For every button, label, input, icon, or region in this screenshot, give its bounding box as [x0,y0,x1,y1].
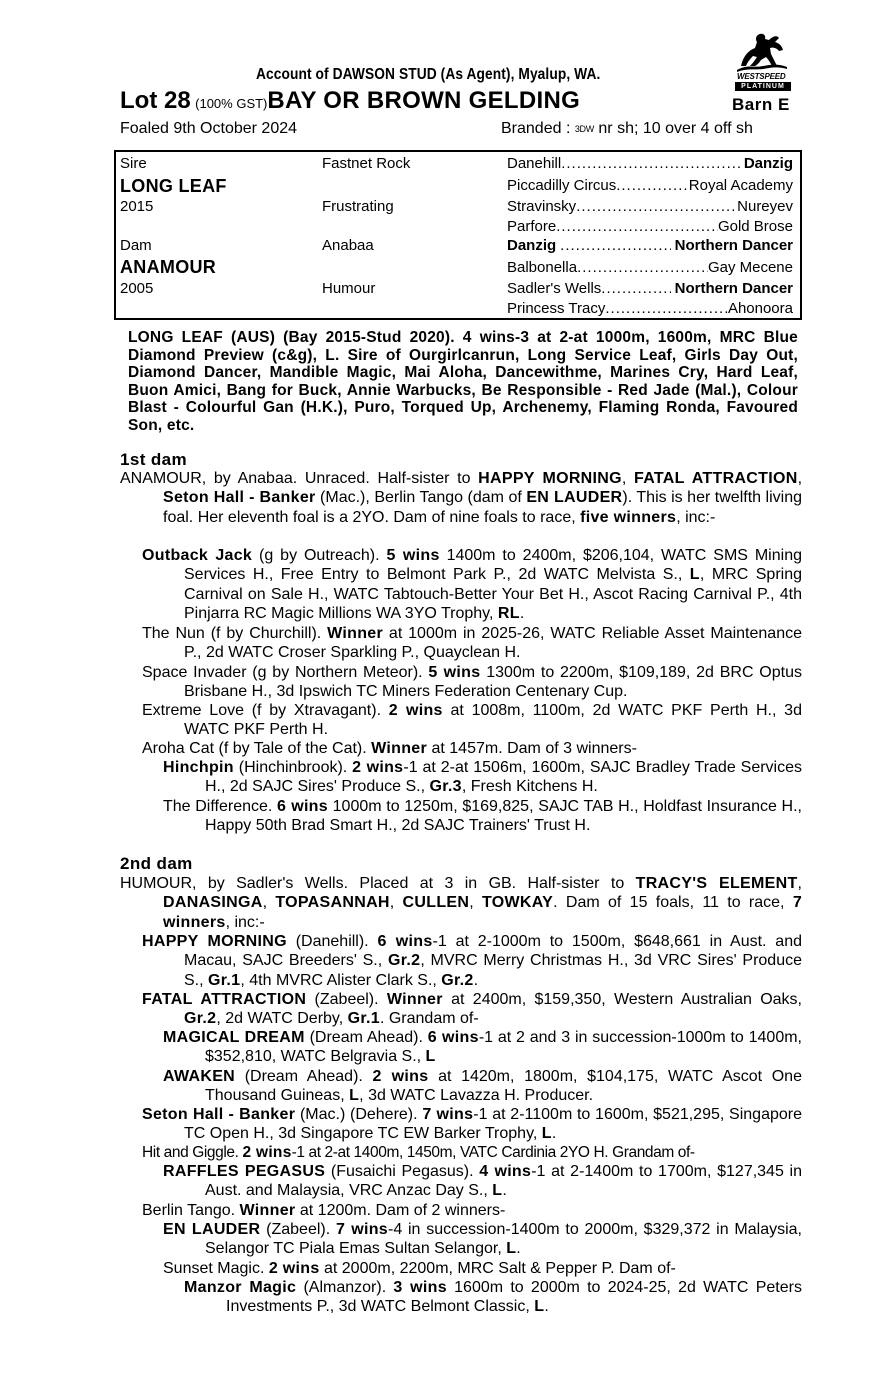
leader-dots [576,198,737,215]
account-line: Account of DAWSON STUD (As Agent), Myalup, WA. [256,66,601,83]
entry-text: (Zabeel). [306,991,387,1008]
entry-text: , 3d WATC Lavazza H. Producer. [359,1087,594,1105]
bold-text: 4 wins [479,1163,532,1180]
bold-text: AWAKEN [163,1068,236,1085]
entry-text: , [797,875,802,892]
ancestor-name: Danzig [507,237,557,254]
entry-text: at 1008m, 1100m, 2d WATC PKF Perth H., 3d WATC PKF Perth H. [184,702,802,739]
entry-text: at 2400m, $159,350, Western Australian Oaks, [442,991,802,1008]
entry-text: . [551,1125,557,1143]
bold-text: 5 wins [386,547,440,564]
pedigree-entry [163,1162,802,1201]
ancestor-sire: Ahonoora [727,300,793,317]
entry-text: (Hinchinbrook). [233,759,353,776]
ancestor-sire: Nureyev [737,198,793,215]
bold-text: Outback Jack [142,547,253,564]
pedigree-entry [142,932,802,990]
entry-text: -1 at 2 and 3 in succession-1000m to 1400m, $352,810, WATC Belgravia S., [205,1029,802,1066]
pedigree-entry [142,546,802,623]
sire-label: Sire [120,155,147,172]
entry-text: Extreme Love (f by Xtravagant). [142,702,389,719]
bold-text: 6 wins [427,1029,479,1046]
ancestor-name: Balbonella [507,259,578,276]
entry-text: , [621,470,634,487]
entry-text: Berlin Tango. [142,1202,240,1219]
ancestor-name: Piccadilly Circus [507,177,617,194]
bold-text: Manzor Magic [184,1279,297,1296]
pedigree-entry [120,469,802,527]
bold-text: 7 winners [163,894,803,931]
bold-text: 2 wins [352,759,404,776]
ancestor-row [507,198,793,215]
bold-text: MAGICAL DREAM [163,1029,305,1046]
entry-text: 1300m to 2200m, $109,189, 2d BRC Optus Brisbane H., 3d Ipswich TC Miners Federation Centenary Cup. [184,664,802,701]
entry-text: (g by Outreach). [252,547,387,564]
bold-text: Winner [239,1202,296,1219]
ancestor-row [507,300,793,317]
pedigree-entry [163,1259,802,1278]
leader-dots [577,259,708,276]
bold-text: 2 wins [372,1068,429,1085]
entry-text: . [473,971,479,989]
entry-text: , 2d WATC Derby, [216,1010,348,1028]
entry-text: , MRC Spring Carnival on Sale H., WATC Tabtouch-Better Your Bet H., Ascot Racing Carnival P., 4th Pinjarra RC Magic Millions WA 3YO Trophy, [184,566,802,622]
pedigree-table [114,150,802,320]
bold-text: Winner [371,740,428,757]
sire-year: 2015 [120,198,154,215]
horse-rider-logo-icon [733,26,793,74]
entry-text: -1 at 2-at 1506m, 1600m, SAJC Bradley Trade Services H., 2d SAJC Sires' Produce S., [205,759,802,796]
leader-dots [560,237,670,254]
bold-text: Gr.2 [441,971,474,989]
sire-dam: Frustrating [322,198,394,215]
entry-text: -1 at 2-1100m to 1600m, $521,295, Singapore TC Open H., 3d Singapore TC EW Barker Trophy, [184,1106,802,1143]
ancestor-row [507,237,793,254]
ancestor-sire: Royal Academy [688,177,793,194]
lot-number: Lot 28 [120,87,191,114]
entry-text: , [797,470,803,487]
bold-text: EN LAUDER [526,489,623,507]
bold-text: Gr.2 [387,952,421,970]
pedigree-entry [142,990,802,1029]
entry-text: . [516,1240,521,1258]
branded-prefix: Branded : [501,120,571,137]
lot-heading [120,87,580,115]
bold-text: Gr.3 [429,778,462,796]
pedigree-entry [142,1201,802,1220]
sire-sire: Fastnet Rock [322,155,411,172]
bold-text: Gr.1 [208,971,241,989]
entry-text: -1 at 2-at 1400m, 1450m, VATC Cardinia 2YO H. Grandam of- [291,1144,695,1161]
entry-text: (Mac.), Berlin Tango (dam of [315,489,527,507]
leader-dots [601,280,670,297]
logo-wordmark: WESTSPEED [737,72,786,81]
entry-text: 1000m to 1250m, $169,825, SAJC TAB H., Holdfast Insurance H., Happy 50th Brad Smart H., 2d SAJC Trainers' Trust H. [205,798,802,835]
logo-platinum-band: PLATINUM [735,82,791,91]
pedigree-entry [184,1278,802,1317]
bold-text: five winners [580,508,677,526]
bold-text: L [425,1048,436,1066]
bold-text: TOPASANNAH [275,894,390,912]
bold-text: 3 wins [393,1279,447,1296]
pedigree-entry [142,701,802,740]
bold-text: HAPPY MORNING [478,470,622,487]
entry-text: (Mac.) (Dehere). [295,1106,423,1123]
entry-text: . [502,1182,507,1200]
entry-text: . Dam of 15 foals, 11 to race, [553,894,793,912]
ancestor-sire: Gay Mecene [707,259,793,276]
entry-text: ). This is her twelfth living foal. Her eleventh foal is a 2YO. Dam of nine foals to race, [163,489,802,526]
entry-text: (Zabeel). [260,1221,336,1238]
entry-text: (Danehill). [286,933,378,950]
bold-text: RAFFLES PEGASUS [163,1163,326,1180]
entry-text: at 2000m, 2200m, MRC Salt & Pepper P. Dam of- [319,1260,676,1277]
entry-text: , inc:- [676,508,716,526]
ancestor-name: Stravinsky [507,198,577,215]
bold-text: FATAL ATTRACTION [142,991,307,1008]
bold-text: L [689,566,700,584]
bold-text: TOWKAY [482,894,554,912]
bold-text: L [534,1298,545,1316]
entry-text: at 1457m. Dam of 3 winners- [427,740,637,757]
bold-text: L [541,1125,552,1143]
entry-text: -1 at 2-1000m to 1500m, $648,661 in Aust. and Macau, SAJC Breeders' S., [184,933,802,970]
pedigree-entry [142,1105,802,1144]
entry-text: Aroha Cat (f by Tale of the Cat). [142,740,372,757]
bold-text: Seton Hall - Banker [163,489,316,507]
bold-text: 6 wins [377,933,433,950]
branded-suffix: nr sh; 10 over 4 off sh [598,120,753,137]
bold-text: 2 wins [268,1260,320,1277]
entry-text: 1400m to 2400m, $206,104, WATC SMS Mining Services H., Free Entry to Belmont Park P., 2d WATC Melvista S., [184,547,802,584]
dam-year: 2005 [120,280,154,297]
bold-text: L [506,1240,517,1258]
pedigree-entry [163,797,802,836]
dam-name: ANAMOUR [120,257,217,277]
pedigree-entry [163,1028,802,1067]
entry-text: -4 in succession-1400m to 2000m, $329,372 in Malaysia, Selangor TC Piala Emas Sultan Selangor, [205,1221,802,1258]
entry-text: at 1000m in 2025-26, WATC Reliable Asset Maintenance P., 2d WATC Croser Sparkling P., Quayclean H. [184,625,802,662]
bold-text: TRACY'S ELEMENT [635,875,798,892]
entry-text: (Fusaichi Pegasus). [325,1163,480,1180]
bold-text: FATAL ATTRACTION [634,470,798,487]
ancestor-row [507,218,793,235]
bold-text: Gr.1 [347,1010,380,1028]
dam-dam: Humour [322,280,376,297]
dam-label: Dam [120,237,152,254]
sire-name: LONG LEAF [120,176,227,196]
ancestor-name: Princess Tracy [507,300,606,317]
pedigree-entry [142,624,802,663]
entry-text: The Nun (f by Churchill). [142,625,328,642]
bold-text: Hinchpin [163,759,234,776]
sire-blurb: LONG LEAF (AUS) (Bay 2015-Stud 2020). 4 wins-3 at 2-at 1000m, 1600m, MRC Blue Diamond Preview (c&g), L. Sire of Ourgirlcanrun, Long Service Leaf, Girls Day Out, Diamond Dancer, Mandible Magic, Mai Aloha, Dancewithme, Marines Cry, Hard Leaf, Buon Amici, Bang for Buck, Annie Warbucks, Be Responsible - Red Jade (Mal.), Colour Blast - Colourful Gan (H.K.), Puro, Torqued Up, Archenemy, Flaming Ronda, Favoured Son, etc. [128,329,798,434]
bold-text: Winner [327,625,384,642]
brand-mark: 3DW [574,124,594,134]
lot-description: BAY OR BROWN GELDING [267,87,581,114]
bold-text: 6 wins [277,798,328,815]
entry-text: (Dream Ahead). [235,1068,373,1085]
bold-text: EN LAUDER [163,1221,261,1238]
gst-note: (100% GST) [195,96,268,111]
bold-text: HAPPY MORNING [142,933,287,950]
ancestor-row [507,155,793,172]
ancestor-sire: Danzig [743,155,793,172]
bold-text: L [492,1182,503,1200]
entry-text: , [469,894,482,912]
bold-text: 7 wins [335,1221,388,1238]
dam-sire: Anabaa [322,237,374,254]
entry-text: . Grandam of- [379,1010,479,1028]
entry-text: Sunset Magic. [163,1260,269,1277]
ancestor-row [507,177,793,194]
entry-text: at 1420m, 1800m, $104,175, WATC Ascot One Thousand Guineas, [205,1068,802,1105]
bold-text: RL [497,604,520,622]
barn-label: Barn E [732,95,790,114]
ancestor-sire: Northern Dancer [674,237,793,254]
first-dam-heading: 1st dam [120,450,188,469]
entry-text: , inc:- [225,913,265,931]
entry-text: , Fresh Kitchens H. [461,778,598,796]
ancestor-row [507,259,793,276]
entry-text: Space Invader (g by Northern Meteor). [142,664,429,681]
entry-text: 1600m to 2000m to 2024-25, 2d WATC Peters Investments P., 3d WATC Belmont Classic, [226,1279,802,1316]
entry-text: , 4th MVRC Alister Clark S., [240,971,442,989]
ancestor-sire: Gold Brose [717,218,793,235]
bold-text: 7 wins [422,1106,474,1123]
bold-text: L [349,1087,360,1105]
pedigree-entry [142,1143,802,1162]
ancestor-row [507,280,793,297]
ancestor-name: Sadler's Wells [507,280,602,297]
entry-text: -1 at 2-1400m to 1700m, $127,345 in Aust. and Malaysia, VRC Anzac Day S., [205,1163,802,1200]
entry-text: HUMOUR, by Sadler's Wells. Placed at 3 in GB. Half-sister to [120,875,636,892]
branded-line [501,120,753,138]
ancestor-sire: Northern Dancer [674,280,793,297]
entry-text: (Dream Ahead). [304,1029,428,1046]
bold-text: Winner [386,991,443,1008]
bold-text: Seton Hall - Banker [142,1106,296,1123]
entry-text: ANAMOUR, by Anabaa. Unraced. Half-sister to [120,470,479,487]
entry-text: The Difference. [163,798,278,815]
pedigree-entry [163,758,802,797]
foaled-date: Foaled 9th October 2024 [120,120,298,137]
ancestor-name: Parfore [507,218,557,235]
bold-text: 5 wins [428,664,481,681]
leader-dots [616,177,689,194]
entry-text: . [519,604,525,622]
pedigree-entry [142,663,802,702]
bold-text: 2 wins [242,1144,292,1161]
pedigree-entry [163,1067,802,1106]
ancestor-name: Danehill [507,155,562,172]
leader-dots [605,300,728,317]
entry-text: Hit and Giggle. [142,1144,243,1161]
entry-text: , MVRC Merry Christmas H., 3d VRC Sires' Produce S., [184,952,802,989]
pedigree-entry [163,1220,802,1259]
entry-text: , [389,894,403,912]
entry-text: at 1200m. Dam of 2 winners- [295,1202,506,1219]
bold-text: DANASINGA [163,894,263,912]
leader-dots [561,155,740,172]
second-dam-heading: 2nd dam [120,854,193,873]
entry-text: (Almanzor). [296,1279,394,1296]
bold-text: 2 wins [388,702,443,719]
leader-dots [556,218,718,235]
pedigree-entry [120,874,802,932]
entry-text: . [544,1298,549,1316]
bold-text: Gr.2 [184,1010,217,1028]
entry-text: , [262,894,276,912]
pedigree-entry [142,739,802,758]
bold-text: CULLEN [402,894,470,912]
